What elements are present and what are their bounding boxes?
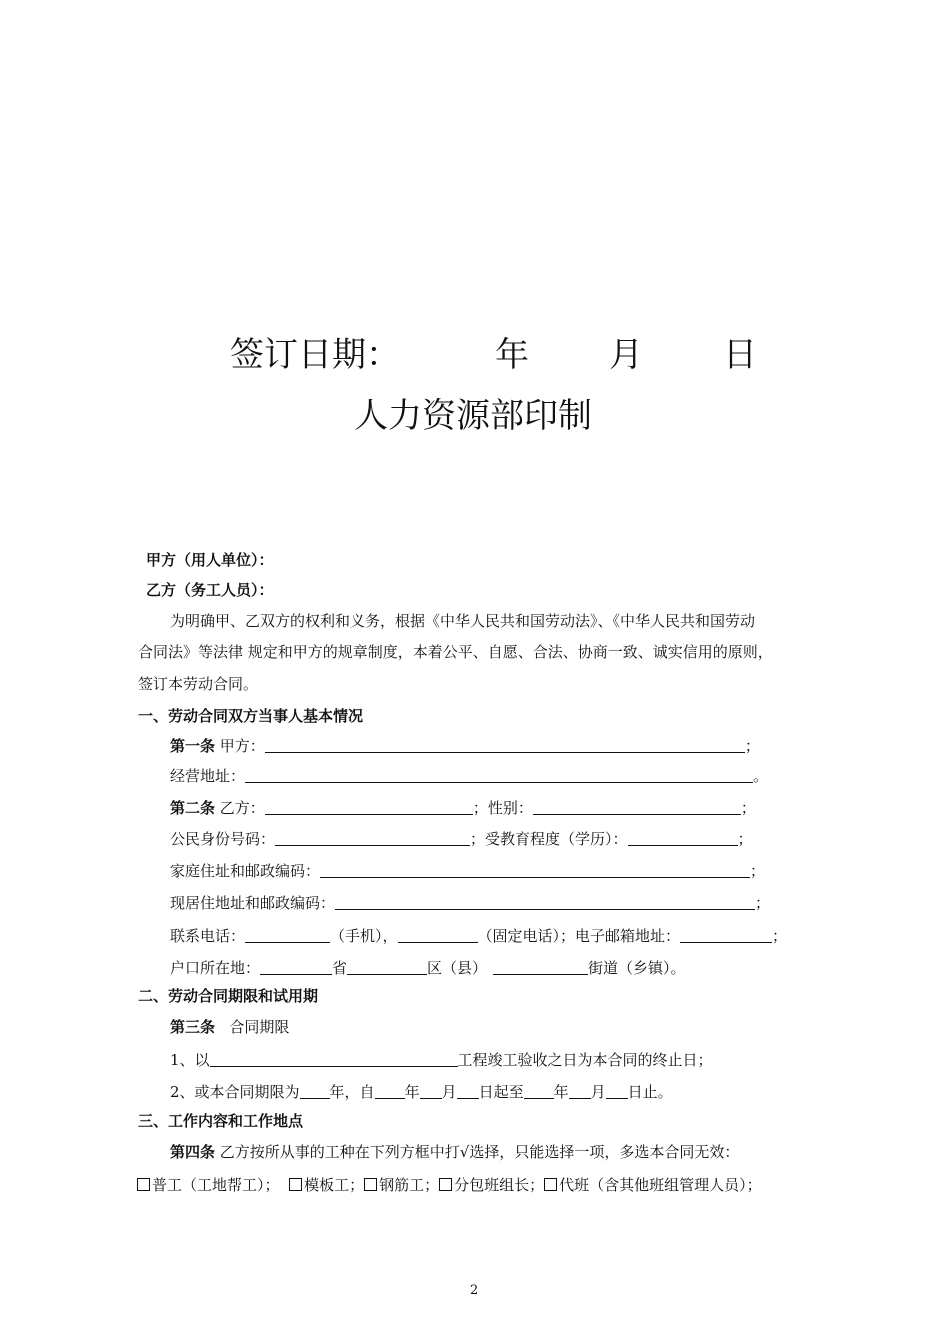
gender-label: ；性别： xyxy=(472,799,533,817)
punct: ； xyxy=(750,862,766,880)
job-option[interactable]: 代班（含其他班组管理人员）； xyxy=(544,1176,762,1194)
id-label: 公民身份号码： xyxy=(170,830,276,848)
province-label: 省 xyxy=(332,959,348,977)
district-field[interactable] xyxy=(347,958,427,975)
checkbox-icon xyxy=(289,1178,302,1191)
street-label: 街道（乡镇）。 xyxy=(588,959,686,977)
start-day-field[interactable] xyxy=(457,1082,479,1099)
sign-date xyxy=(230,335,757,375)
landline-field[interactable] xyxy=(398,926,478,943)
project-field[interactable] xyxy=(210,1050,458,1067)
province-field[interactable] xyxy=(260,958,332,975)
article-3-title: 合同期限 xyxy=(229,1018,290,1036)
party-b-label: 乙方（务工人员）： xyxy=(146,581,274,599)
checkbox-icon xyxy=(137,1178,150,1191)
phone-label: 联系电话： xyxy=(170,927,246,945)
address-label: 经营地址： xyxy=(170,767,246,785)
end-month-field[interactable] xyxy=(569,1082,591,1099)
punct: 。 xyxy=(753,767,769,785)
day-label: 日 xyxy=(723,335,757,375)
punct: ； xyxy=(744,737,760,755)
article-2: 第二条 xyxy=(170,799,216,817)
home-address-field[interactable] xyxy=(320,861,750,878)
end-day-field[interactable] xyxy=(606,1082,628,1099)
article-4-text: 乙方按所从事的工种在下列方框中打√选择，只能选择一项，多选本合同无效： xyxy=(219,1143,740,1161)
district-label: 区（县） xyxy=(427,959,488,977)
job-option[interactable]: 普工（工地帮工）； xyxy=(137,1176,280,1194)
gender-field[interactable] xyxy=(533,798,741,815)
job-options xyxy=(137,1175,762,1195)
sign-date-label: 签订日期： xyxy=(230,335,400,375)
party-a-label: 甲方（用人单位）： xyxy=(146,551,274,569)
punct: ； xyxy=(737,830,753,848)
hukou-label: 户口所在地： xyxy=(170,959,261,977)
job-option[interactable]: 钢筋工； xyxy=(364,1176,439,1194)
section-2-title: 二、劳动合同期限和试用期 xyxy=(138,987,319,1005)
job-option[interactable]: 分包班组长； xyxy=(439,1176,544,1194)
intro-line: 为明确甲、乙双方的权利和义务，根据《中华人民共和国劳动法》、《中华人民共和国劳动 xyxy=(170,612,756,630)
landline-email-label: （固定电话）；电子邮箱地址： xyxy=(477,927,681,945)
start-month-field[interactable] xyxy=(420,1082,442,1099)
checkbox-icon xyxy=(364,1178,377,1191)
current-address-field[interactable] xyxy=(335,893,755,910)
section-1-title: 一、劳动合同双方当事人基本情况 xyxy=(138,707,364,725)
party-a-field[interactable] xyxy=(265,736,745,753)
punct: ； xyxy=(755,894,771,912)
term-item-2: 2、或本合同期限为 年，自 年 月 日起至 年 月 日止。 xyxy=(170,1083,673,1101)
punct: ； xyxy=(772,927,788,945)
article-3: 第三条 xyxy=(170,1018,216,1036)
years-field[interactable] xyxy=(300,1082,330,1099)
term-item-1-text: 工程竣工验收之日为本合同的终止日； xyxy=(457,1051,713,1069)
party-a-field-label: 甲方： xyxy=(219,737,265,755)
year-label: 年 xyxy=(495,335,529,375)
page-number: 2 xyxy=(470,1283,479,1298)
home-address-label: 家庭住址和邮政编码： xyxy=(170,862,321,880)
checkbox-icon xyxy=(439,1178,452,1191)
street-field[interactable] xyxy=(493,958,588,975)
punct: ； xyxy=(740,799,756,817)
address-field[interactable] xyxy=(245,766,753,783)
checkbox-icon xyxy=(544,1178,557,1191)
current-address-label: 现居住地址和邮政编码： xyxy=(170,894,336,912)
term-item-1: 1、以 xyxy=(170,1051,210,1069)
id-field[interactable] xyxy=(275,829,470,846)
printer-label: 人力资源部印制 xyxy=(354,396,592,436)
email-field[interactable] xyxy=(680,926,772,943)
education-field[interactable] xyxy=(628,829,738,846)
party-b-field-label: 乙方： xyxy=(219,799,265,817)
party-b-field[interactable] xyxy=(265,798,473,815)
month-label: 月 xyxy=(609,335,643,375)
section-3-title: 三、工作内容和工作地点 xyxy=(138,1112,304,1130)
end-year-field[interactable] xyxy=(524,1082,554,1099)
article-1: 第一条 xyxy=(170,737,216,755)
mobile-field[interactable] xyxy=(245,926,330,943)
article-4: 第四条 xyxy=(170,1143,216,1161)
job-option[interactable]: 模板工； xyxy=(289,1176,364,1194)
start-year-field[interactable] xyxy=(375,1082,405,1099)
mobile-label: （手机）， xyxy=(330,927,398,945)
intro-line: 签订本劳动合同。 xyxy=(138,675,259,693)
intro-line: 合同法》等法律 规定和甲方的规章制度，本着公平、自愿、合法、协商一致、诚实信用的原则， xyxy=(138,643,773,661)
education-label: ；受教育程度（学历）： xyxy=(470,830,628,848)
